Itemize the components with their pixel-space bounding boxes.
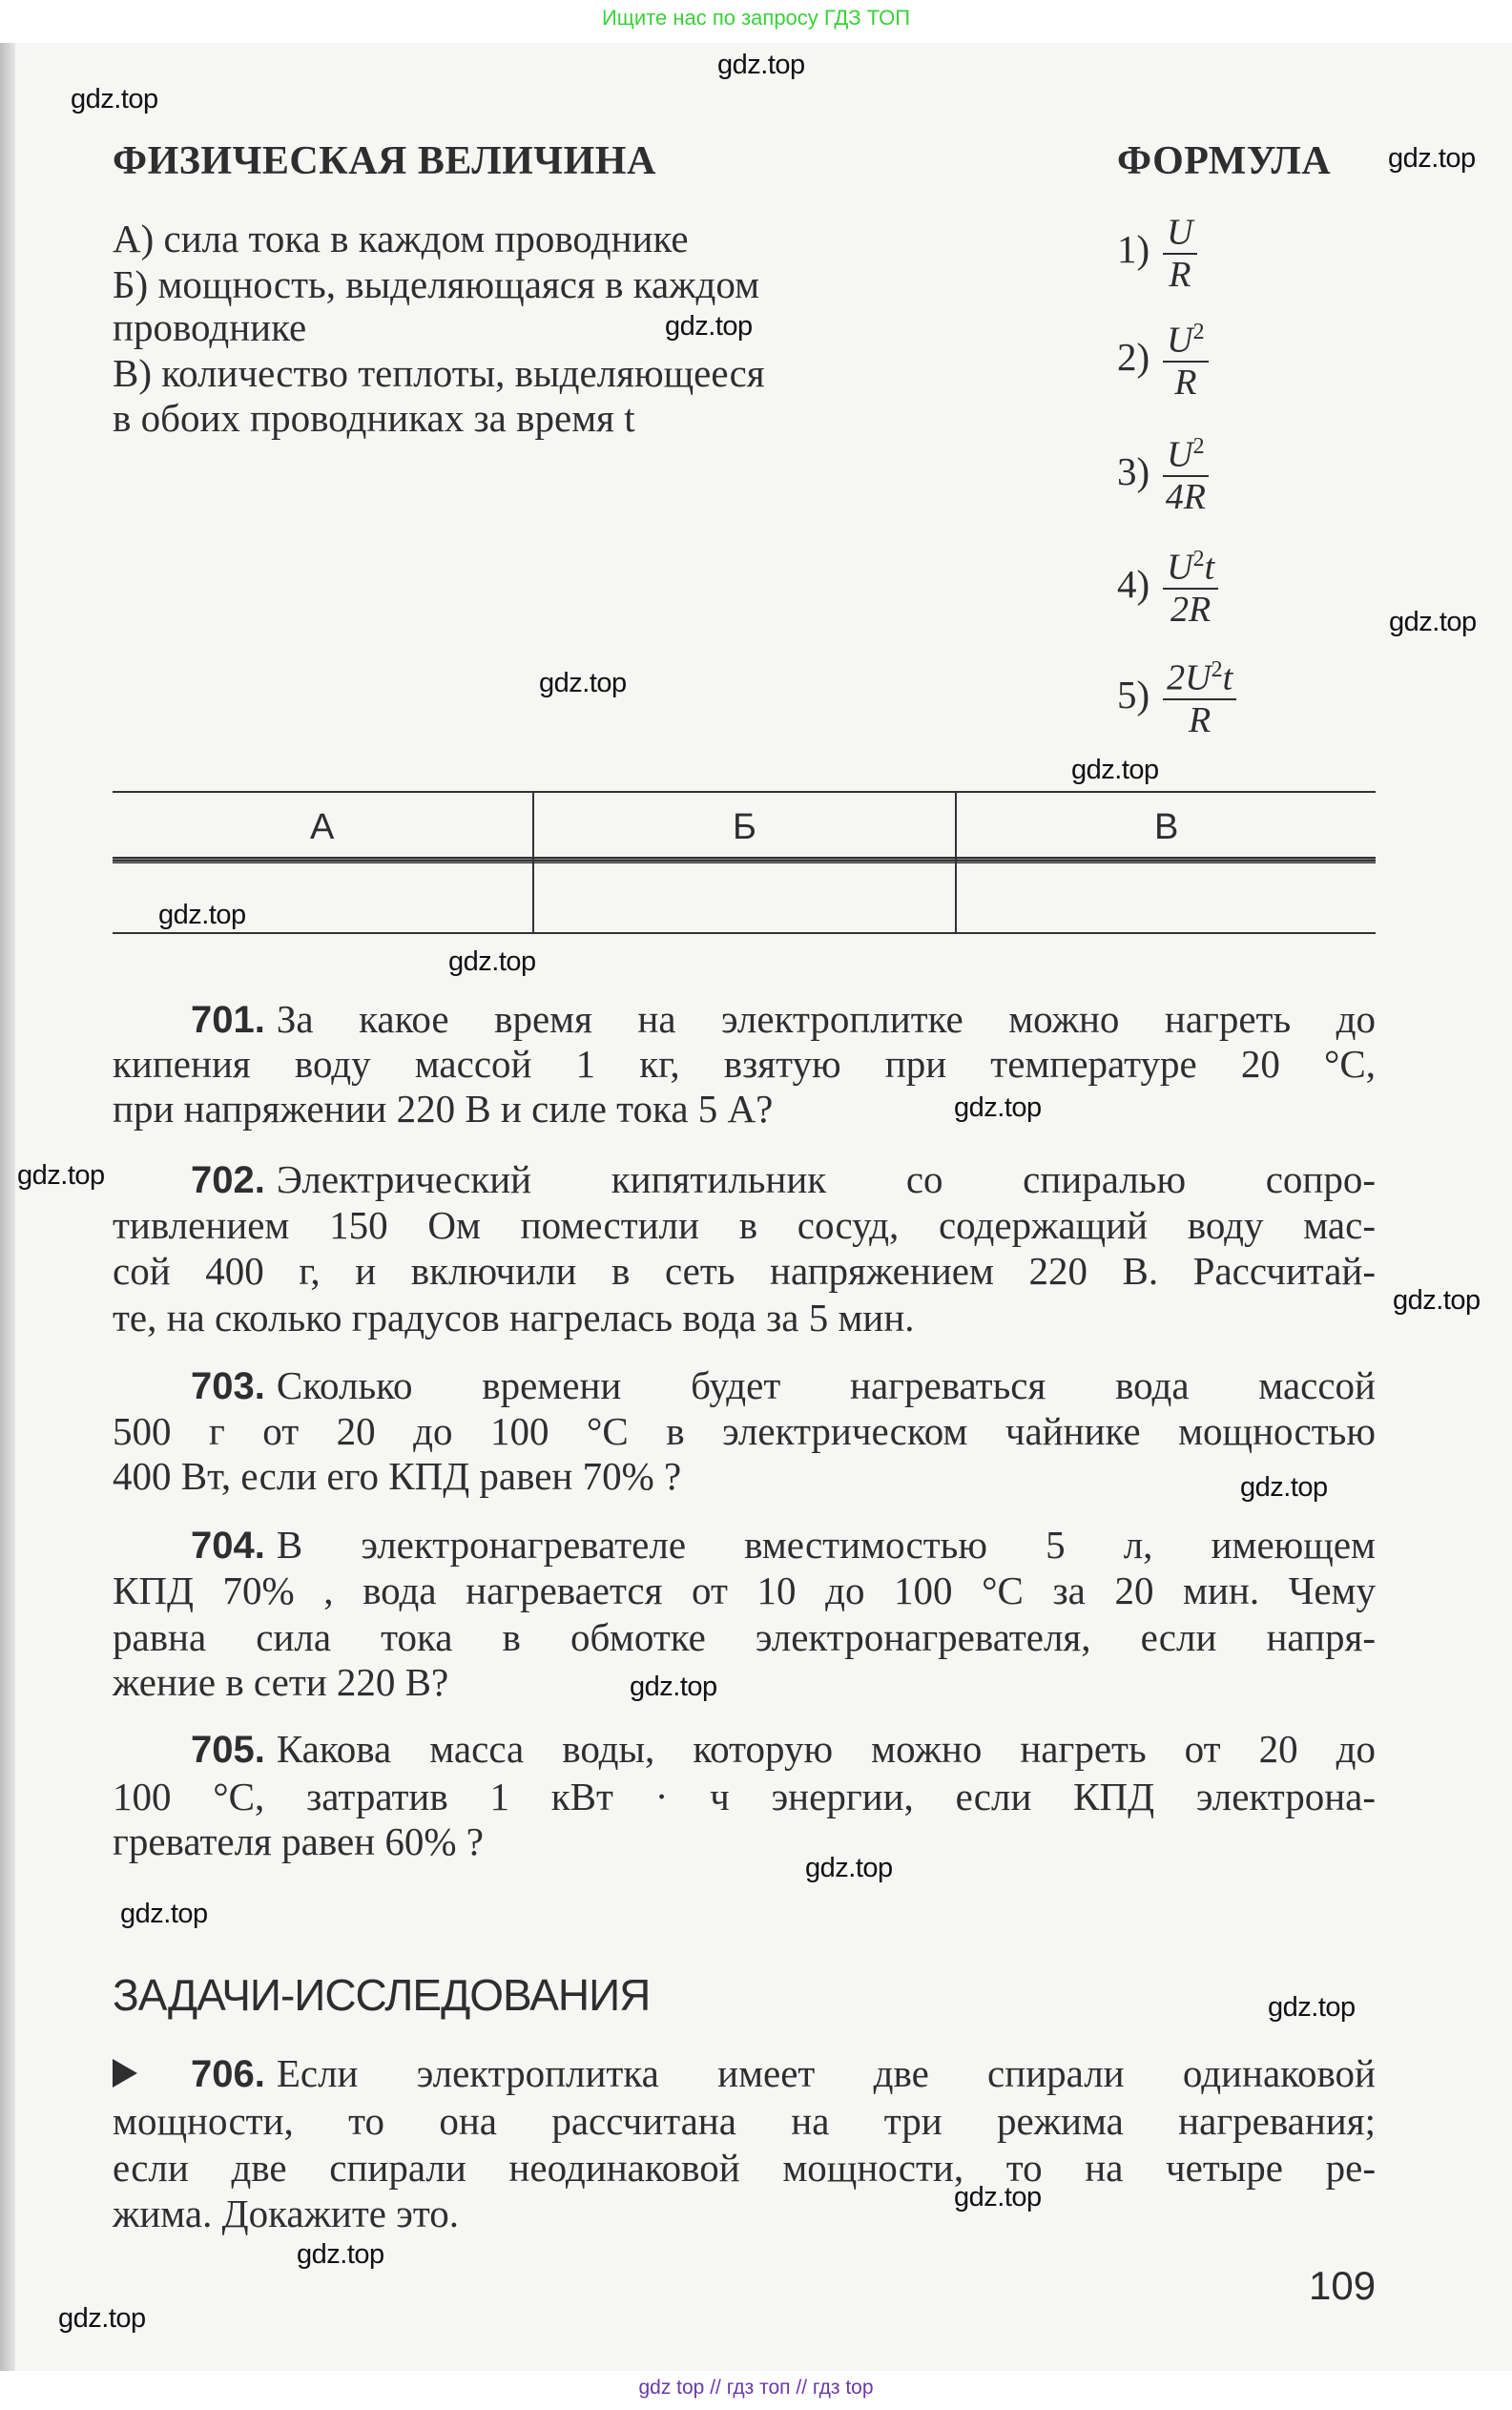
quantity-header: ФИЗИЧЕСКАЯ ВЕЛИЧИНА — [113, 139, 656, 183]
table-header-a: А — [310, 807, 335, 847]
problem-line — [113, 1202, 1376, 1248]
fraction-denominator: 2R — [1170, 589, 1212, 630]
watermark-text: gdz.top — [297, 2239, 384, 2270]
problem-text: равна сила тока в обмотке электронагревателя, если напря- — [113, 1615, 1376, 1659]
problem-text: кипения воду массой 1 кг, взятую при температуре 20 °С, — [113, 1042, 1376, 1086]
fraction-numerator — [1163, 650, 1236, 700]
fraction-numerator — [1163, 312, 1208, 363]
problem-line — [113, 1362, 1376, 1409]
numerator-tail: t — [1222, 657, 1233, 698]
watermark-text: gdz.top — [665, 311, 753, 342]
problem-text: при напряжении 220 В и силе тока 5 А? — [113, 1087, 774, 1131]
problem-text: тивлением 150 Ом поместили в сосуд, содержащий воду мас- — [113, 1203, 1376, 1247]
problem-text: Электрический кипятильник со спиралью сопро- — [276, 1157, 1376, 1201]
problem-line — [113, 996, 1376, 1043]
numerator-tail: t — [1204, 547, 1215, 588]
problem-text: В электронагревателе вместимостью 5 л, имеющем — [276, 1523, 1376, 1567]
watermark-text: gdz.top — [120, 1899, 208, 1929]
table-column-divider — [955, 792, 957, 933]
footer-text[interactable]: gdz top // гдз топ // гдз top — [638, 2377, 874, 2399]
quantity-line: проводнике — [113, 305, 307, 349]
formula-label: 1) — [1117, 227, 1150, 272]
problem-text: 100 °С, затратив 1 кВт · ч энергии, если КПД электрона- — [113, 1775, 1376, 1818]
numerator-base: 2U — [1167, 657, 1212, 698]
numerator-exponent: 2 — [1211, 657, 1223, 682]
watermark-text: gdz.top — [1240, 1472, 1328, 1503]
formula-fraction — [1163, 539, 1218, 630]
problem-text: 500 г от 20 до 100 °С в электрическом чайнике мощностью — [113, 1409, 1376, 1453]
table-header-b: Б — [733, 807, 756, 847]
problem-line — [113, 1295, 915, 1340]
problem-line — [113, 1156, 1376, 1203]
fraction-numerator — [1163, 426, 1208, 477]
problem-line — [113, 1453, 681, 1499]
problem-line — [113, 1726, 1376, 1773]
table-column-divider — [532, 792, 534, 933]
fraction-denominator: R — [1189, 699, 1212, 740]
fraction-numerator — [1163, 204, 1196, 255]
problem-text: те, на сколько градусов нагрелась вода за 5 мин. — [113, 1296, 915, 1340]
problem-text: гревателя равен 60% ? — [113, 1819, 484, 1863]
formula-label: 2) — [1117, 335, 1150, 380]
numerator-base: U — [1167, 434, 1193, 475]
problem-line — [113, 1774, 1376, 1819]
formula-option — [1117, 204, 1197, 295]
watermark-text: gdz.top — [717, 50, 805, 80]
formula-fraction — [1163, 426, 1208, 517]
formula-option — [1117, 426, 1209, 517]
problem-text: Сколько времени будет нагреваться вода массой — [276, 1363, 1376, 1407]
problem-line — [113, 1408, 1376, 1454]
watermark-text: gdz.top — [17, 1160, 105, 1191]
watermark-text: gdz.top — [1388, 143, 1476, 174]
research-problem-number: 706. — [191, 2053, 265, 2095]
problem-line — [113, 1818, 484, 1864]
research-problem-line — [113, 2098, 1376, 2144]
problem-number: 701. — [191, 999, 265, 1041]
formula-fraction — [1163, 650, 1236, 740]
fraction-denominator: R — [1169, 254, 1191, 295]
watermark-text: gdz.top — [1268, 1992, 1356, 2023]
page-edge-shadow — [0, 43, 15, 2371]
page-number: 109 — [1309, 2263, 1377, 2308]
problem-line — [113, 1041, 1376, 1087]
top-banner — [0, 0, 1512, 43]
formula-option — [1117, 650, 1236, 740]
banner-text[interactable]: Ищите нас по запросу ГДЗ ТОП — [601, 6, 911, 30]
research-problem-text: жима. Докажите это. — [113, 2192, 459, 2235]
watermark-text: gdz.top — [58, 2303, 146, 2334]
research-problem-text: если две спирали неодинаковой мощности, то на четыре ре- — [113, 2146, 1376, 2190]
quantity-line: А) сила тока в каждом проводнике — [113, 217, 689, 260]
numerator-base: U — [1167, 212, 1193, 253]
research-problem-line — [113, 2191, 459, 2236]
problem-text: Какова масса воды, которую можно нагреть от 20 до — [276, 1727, 1376, 1771]
numerator-exponent: 2 — [1192, 434, 1205, 459]
fraction-denominator: 4R — [1165, 476, 1206, 517]
problem-text: жение в сети 220 В? — [113, 1660, 449, 1704]
section-title: ЗАДАЧИ-ИССЛЕДОВАНИЯ — [113, 1970, 651, 2020]
problem-text: КПД 70% , вода нагревается от 10 до 100 °С за 20 мин. Чему — [113, 1569, 1376, 1612]
watermark-text: gdz.top — [1389, 607, 1477, 637]
problem-line — [113, 1568, 1376, 1613]
watermark-text: gdz.top — [448, 946, 536, 977]
formula-label: 5) — [1117, 673, 1150, 717]
quantity-line: в обоих проводниках за время t — [113, 396, 635, 440]
watermark-text: gdz.top — [630, 1672, 717, 1702]
numerator-base: U — [1167, 547, 1193, 588]
research-problem-line — [113, 2145, 1376, 2191]
table-header-divider — [113, 857, 1376, 863]
watermark-text: gdz.top — [71, 84, 158, 114]
problem-line — [113, 1522, 1376, 1569]
formula-fraction — [1163, 204, 1196, 295]
problem-number: 703. — [191, 1365, 265, 1407]
watermark-text: gdz.top — [954, 2182, 1042, 2213]
watermark-text: gdz.top — [1071, 755, 1159, 785]
numerator-base: U — [1167, 320, 1193, 361]
problem-line — [113, 1659, 448, 1705]
problem-line — [113, 1614, 1376, 1660]
formula-option — [1117, 312, 1209, 403]
numerator-exponent: 2 — [1192, 547, 1205, 571]
formula-label: 4) — [1117, 562, 1150, 607]
formula-header: ФОРМУЛА — [1117, 139, 1332, 183]
watermark-text: gdz.top — [539, 668, 627, 698]
formula-fraction — [1163, 312, 1208, 403]
fraction-numerator — [1163, 539, 1218, 590]
problem-line — [113, 1248, 1376, 1294]
watermark-text: gdz.top — [805, 1853, 893, 1883]
quantity-line: В) количество теплоты, выделяющееся — [113, 351, 765, 395]
problem-text: 400 Вт, если его КПД равен 70% ? — [113, 1454, 682, 1498]
research-problem-text: Если электроплитка имеет две спирали одинаковой — [276, 2051, 1376, 2095]
problem-number: 705. — [191, 1729, 265, 1771]
watermark-text: gdz.top — [158, 900, 246, 930]
watermark-text: gdz.top — [954, 1092, 1042, 1123]
research-problem-line — [113, 2050, 1376, 2097]
problem-number: 704. — [191, 1525, 265, 1567]
problem-text: За какое время на электроплитке можно нагреть до — [276, 997, 1376, 1041]
table-top-border — [113, 791, 1376, 793]
formula-option — [1117, 539, 1218, 630]
numerator-exponent: 2 — [1192, 320, 1205, 344]
footer-banner — [0, 2371, 1512, 2410]
problem-number: 702. — [191, 1159, 265, 1201]
table-bottom-border — [113, 932, 1376, 934]
watermark-text: gdz.top — [1393, 1285, 1481, 1316]
problem-text: сой 400 г, и включили в сеть напряжением 220 В. Рассчитай- — [113, 1249, 1376, 1293]
formula-label: 3) — [1117, 449, 1150, 494]
fraction-denominator: R — [1174, 362, 1197, 403]
quantity-line: Б) мощность, выделяющаяся в каждом — [113, 262, 760, 306]
research-problem-text: мощности, то она рассчитана на три режима нагревания; — [113, 2099, 1376, 2143]
table-header-v: В — [1154, 807, 1179, 847]
problem-line — [113, 1086, 773, 1132]
